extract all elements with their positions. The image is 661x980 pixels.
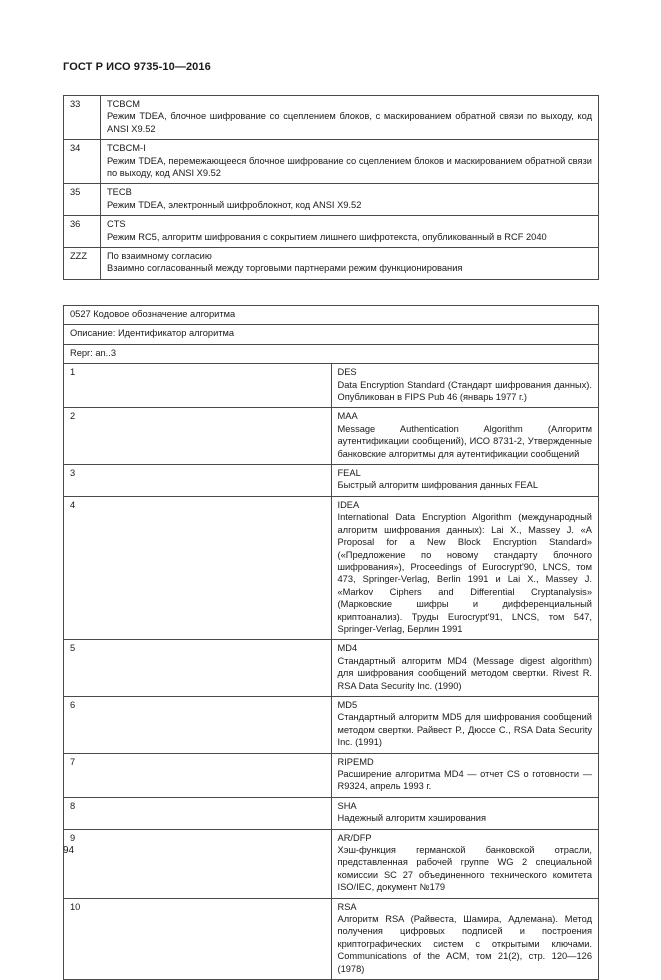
entry-name: TCBCM [107, 99, 141, 109]
entry-name: FEAL [337, 468, 361, 479]
entry-cell [331, 496, 599, 639]
table-row [64, 364, 599, 408]
entry-name: TCBCM-I [107, 143, 146, 154]
entry-cell [331, 829, 599, 898]
entry-description: Режим TDEA, перемежающееся блочное шифрование со сцеплением блоков и маскированием обратной связи по выходу, код ANSI X9.52 [107, 155, 592, 179]
entry-name: AR/DFP [337, 832, 372, 843]
code-cell: ZZZ [64, 248, 101, 280]
algorithm-code-table [63, 305, 599, 980]
code-cell: 7 [64, 753, 332, 797]
entry-description: Data Encryption Standard (Стандарт шифрования данных). Опубликован в FIPS Pub 46 (январь 1977 г.) [337, 379, 592, 403]
code-cell: 5 [64, 640, 332, 697]
entry-name: RIPEMD [337, 756, 374, 767]
entry-cell [331, 408, 599, 465]
entry-cell [101, 184, 599, 216]
entry-cell [331, 465, 599, 497]
element-repr: Repr: an..3 [64, 344, 599, 363]
table-row [64, 496, 599, 639]
table-row [64, 898, 599, 979]
entry-description: Стандартный алгоритм MD5 для шифрования сообщений методом свертки. Райвест Р., Дюссе С., RSA Data Security Inc. (1991) [337, 712, 592, 748]
entry-description: Режим RC5, алгоритм шифрования с сокрытием лишнего шифротекста, опубликованный в RCF 2040 [107, 231, 547, 242]
entry-cell [101, 96, 599, 140]
entry-description: Режим TDEA, блочное шифрование со сцеплением блоков, с маскированием обратной связи по выходу, код ANSI X9.52 [107, 111, 592, 134]
entry-cell [331, 364, 599, 408]
table-row [64, 797, 599, 829]
entry-name: SHA [337, 800, 357, 811]
entry-cell [101, 140, 599, 184]
code-cell: 9 [64, 829, 332, 898]
table-row [64, 140, 599, 184]
table-row [64, 753, 599, 797]
code-cell: 8 [64, 797, 332, 829]
entry-description: Быстрый алгоритм шифрования данных FEAL [337, 480, 538, 491]
entry-name: MD4 [337, 643, 358, 654]
code-cell: 6 [64, 696, 332, 753]
page-number: 94 [63, 845, 75, 856]
code-cell: 1 [64, 364, 332, 408]
code-cell: 4 [64, 496, 332, 639]
entry-cell [331, 797, 599, 829]
entry-description: Режим TDEA, электронный шифроблокнот, код ANSI X9.52 [107, 199, 362, 210]
entry-description: Message Authentication Algorithm (Алгоритм аутентификации сообщений), ИСО 8731-2, Утвержденные банковские алгоритмы для аутентификации сообщений [337, 423, 592, 459]
table-row [64, 408, 599, 465]
element-title-row [64, 306, 599, 325]
entry-name: CTS [107, 219, 126, 230]
table-row [64, 216, 599, 248]
entry-cell [331, 753, 599, 797]
entry-description: Стандартный алгоритм MD4 (Message digest algorithm) для шифрования сообщений методом свертки. Rivest R. RSA Data Security Inc. (1990) [337, 655, 592, 691]
description-row [64, 325, 599, 344]
entry-name: По взаимному согласию [107, 251, 212, 262]
table-row [64, 465, 599, 497]
entry-description: International Data Encryption Algorithm (международный алгоритм шифрования данных): Lai X., Massey J. «A Proposal for a New Block Encryption Standard» («Предложение по новому стандарту блочного шифрования»), Proceedings of Eurocrypt'90, LNCS, том 473, Springer-Verlag, Berlin 1991 и Lai X., Massey J. «Markov Ciphers and Differential Cryptanalysis» (Марковские шифры и дифференциальный криптоанализ). Труды Eurocrypt'91, LNCS, том 547, Springer-Verlag, Берлин 1991 [337, 512, 592, 634]
table-row [64, 829, 599, 898]
entry-name: TECB [107, 187, 132, 198]
entry-description: Надежный алгоритм хэширования [337, 813, 486, 824]
element-description: Описание: Идентификатор алгоритма [64, 325, 599, 344]
entry-cell [331, 640, 599, 697]
repr-row [64, 344, 599, 363]
element-title: 0527 Кодовое обозначение алгоритма [64, 306, 599, 325]
code-cell: 35 [64, 184, 101, 216]
entry-name: MAA [337, 411, 358, 422]
entry-name: MD5 [337, 699, 358, 710]
document-header: ГОСТ Р ИСО 9735-10—2016 [63, 61, 211, 73]
entry-name: IDEA [337, 499, 360, 510]
code-list-table-continued [63, 95, 599, 280]
table-row [64, 248, 599, 280]
entry-description: Алгоритм RSA (Райвеста, Шамира, Адлемана). Метод получения цифровых подписей и построения криптографических систем с открытыми ключами. Communications of the ACM, том 21(2), стр. 120—126 (1978) [337, 914, 592, 974]
entry-name: RSA [337, 901, 357, 912]
table-row [64, 640, 599, 697]
code-cell: 2 [64, 408, 332, 465]
code-cell: 34 [64, 140, 101, 184]
entry-cell [331, 696, 599, 753]
code-cell: 33 [64, 96, 101, 140]
table-row [64, 96, 599, 140]
code-cell: 3 [64, 465, 332, 497]
entry-cell [331, 898, 599, 979]
code-cell: 10 [64, 898, 332, 979]
entry-description: Расширение алгоритма MD4 — отчет CS о готовности — R9324, апрель 1993 г. [337, 769, 592, 792]
entry-description: Хэш-функция германской банковской отрасли, представленная рабочей группе WG 2 специальной комиссии SC 27 объединенного технического комитета ISO/IEC, документ №179 [337, 845, 592, 893]
entry-description: Взаимно согласованный между торговыми партнерами режим функционирования [107, 263, 463, 274]
entry-cell [101, 216, 599, 248]
table-row [64, 696, 599, 753]
table-row [64, 184, 599, 216]
entry-name: DES [337, 367, 357, 378]
entry-cell [101, 248, 599, 280]
code-cell: 36 [64, 216, 101, 248]
